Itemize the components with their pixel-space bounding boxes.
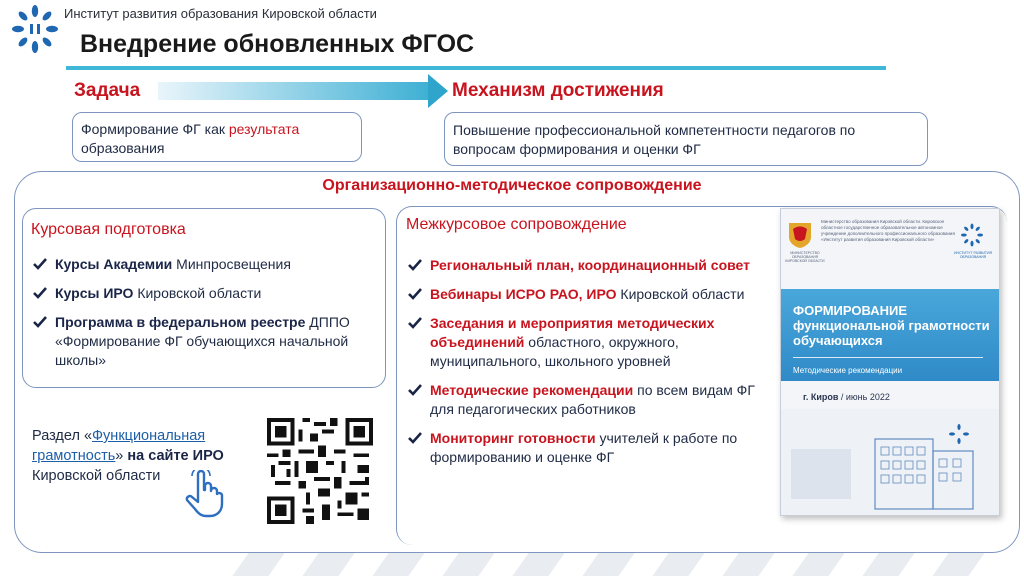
book-header-text: Министерство образования Кировской области. Кировское областное государственное образовательное автономное учреждение дополнительного профессионального образования «Институт развития образования Кировской области» <box>821 219 955 242</box>
page-title: Внедрение обновленных ФГОС <box>80 30 475 58</box>
institute-logo-icon <box>12 4 58 54</box>
checkmark-icon <box>407 315 423 331</box>
website-rest: Кировской области <box>32 468 161 484</box>
book-building-illustration <box>781 409 999 515</box>
task-box <box>72 112 362 162</box>
task-text-part2: образования <box>81 140 165 156</box>
website-text: Раздел «Функциональная грамотность» на сайте ИРО Кировской области <box>32 428 224 484</box>
book-divider <box>793 357 983 358</box>
mechanism-text: Повышение профессиональной компетентности педагогов по вопросам формирования и оценки ФГ <box>453 122 856 157</box>
checkmark-icon <box>407 430 423 446</box>
courses-box <box>22 208 386 388</box>
task-text-part1: Формирование ФГ как <box>81 121 229 137</box>
mechanism-box <box>444 112 928 166</box>
checkmark-icon <box>32 256 48 272</box>
task-heading: Задача <box>74 80 141 101</box>
list-item: Региональный план, координационный совет <box>404 256 770 275</box>
list-item: Курсы Академии Минпросвещения <box>29 255 377 274</box>
book-city-date: г. Киров / июнь 2022 <box>803 392 890 402</box>
book-subtitle: Методические рекомендации <box>793 366 903 375</box>
website-prefix: Раздел « <box>32 428 93 444</box>
book-cover-image <box>780 208 1000 516</box>
courses-list <box>29 255 377 380</box>
task-text <box>73 113 361 158</box>
checkmark-icon <box>32 314 48 330</box>
institute-logo-small-icon <box>961 223 983 247</box>
list-item: Программа в федеральном реестре ДППО «Формирование ФГ обучающихся начальной школы» <box>29 313 377 370</box>
list-item: Заседания и мероприятия методических объединений областного, окружного, муниципального, школьного уровней <box>404 314 770 371</box>
intercourse-list <box>404 256 770 467</box>
functional-literacy-link[interactable]: Функциональная грамотность <box>32 428 206 464</box>
checkmark-icon <box>407 382 423 398</box>
checkmark-icon <box>32 285 48 301</box>
list-item: Курсы ИРО Кировской области <box>29 284 377 303</box>
website-bold: на сайте ИРО <box>127 448 224 464</box>
intercourse-heading: Межкурсовое сопровождение <box>406 216 627 233</box>
book-left-emblem-label: МИНИСТЕРСТВО ОБРАЗОВАНИЯ КИРОВСКОЙ ОБЛАСТИ <box>785 251 825 263</box>
list-item: Методические рекомендации по всем видам ФГ для педагогических работников <box>404 381 770 419</box>
checkmark-icon <box>407 257 423 273</box>
checkmark-icon <box>407 286 423 302</box>
kirov-emblem-icon <box>787 221 813 249</box>
list-item: Мониторинг готовности учителей к работе по формированию и оценке ФГ <box>404 429 770 467</box>
arrow-body <box>158 82 428 100</box>
mechanism-heading: Механизм достижения <box>452 80 664 101</box>
book-right-emblem-label: ИНСТИТУТ РАЗВИТИЯ ОБРАЗОВАНИЯ <box>953 251 993 259</box>
hand-pointer-icon <box>184 470 224 518</box>
support-heading: Организационно-методическое сопровождение <box>322 177 702 194</box>
courses-heading: Курсовая подготовка <box>31 221 186 238</box>
arrow-right-icon <box>428 74 448 108</box>
list-item: Вебинары ИСРО РАО, ИРО Кировской области <box>404 285 770 304</box>
book-title: ФОРМИРОВАНИЕ функциональной грамотности обучающихся <box>793 303 990 348</box>
title-underline <box>66 66 886 70</box>
org-name: Институт развития образования Кировской области <box>64 6 377 21</box>
qr-code[interactable] <box>262 414 378 528</box>
task-text-highlight: результата <box>228 121 300 137</box>
